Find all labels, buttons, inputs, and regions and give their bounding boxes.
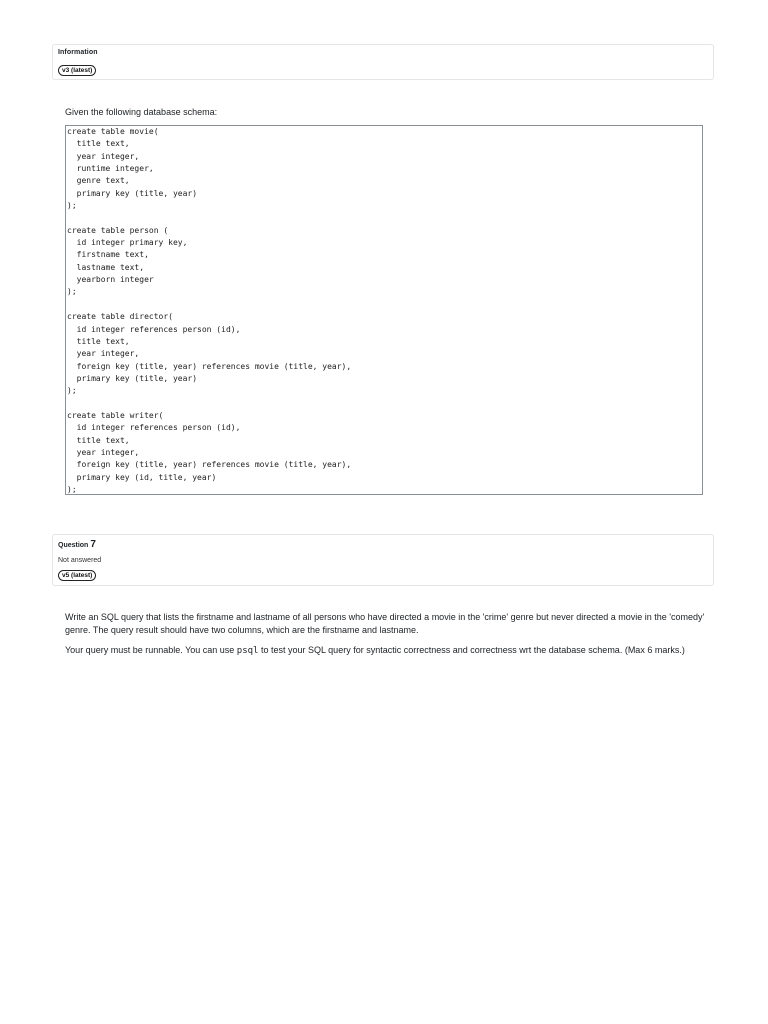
question-text-paragraph-2 <box>65 644 710 658</box>
information-card <box>52 44 714 80</box>
question-text-paragraph-1: Write an SQL query that lists the firstname and lastname of all persons who have directed a movie in the 'crime' genre but never directed a movie in the 'comedy' genre. The query result should have two columns, which are the firstname and lastname. <box>65 612 705 635</box>
question-info-card <box>52 534 714 586</box>
question-number: 7 <box>90 539 96 550</box>
question-text-part: Your query must be runnable. You can use <box>65 645 237 655</box>
question-status: Not answered <box>58 557 102 564</box>
question-text-part: to test your SQL query for syntactic correctness and correctness wrt the database schema. (Max 6 marks.) <box>258 645 685 655</box>
question-version-badge[interactable]: v5 (latest) <box>58 570 96 581</box>
schema-intro-text: Given the following database schema: <box>65 107 218 117</box>
information-title: Information <box>58 49 98 56</box>
schema-code-block: create table movie( title text, year integer, runtime integer, genre text, primary key (title, year) ); create table person ( id integer primary key, firstname text, lastname text, yearborn integer ); create table director( id integer references person (id), title text, year integer, foreign key (title, year) references movie (title, year), primary key (title, year) ); create table writer( id integer references person (id), title text, year integer, foreign key (title, year) references movie (title, year), primary key (id, title, year) ); <box>65 125 703 495</box>
question-label <box>58 539 96 550</box>
version-badge[interactable]: v3 (latest) <box>58 65 96 76</box>
psql-code: psql <box>236 646 259 656</box>
question-label-text: Question <box>58 542 89 549</box>
